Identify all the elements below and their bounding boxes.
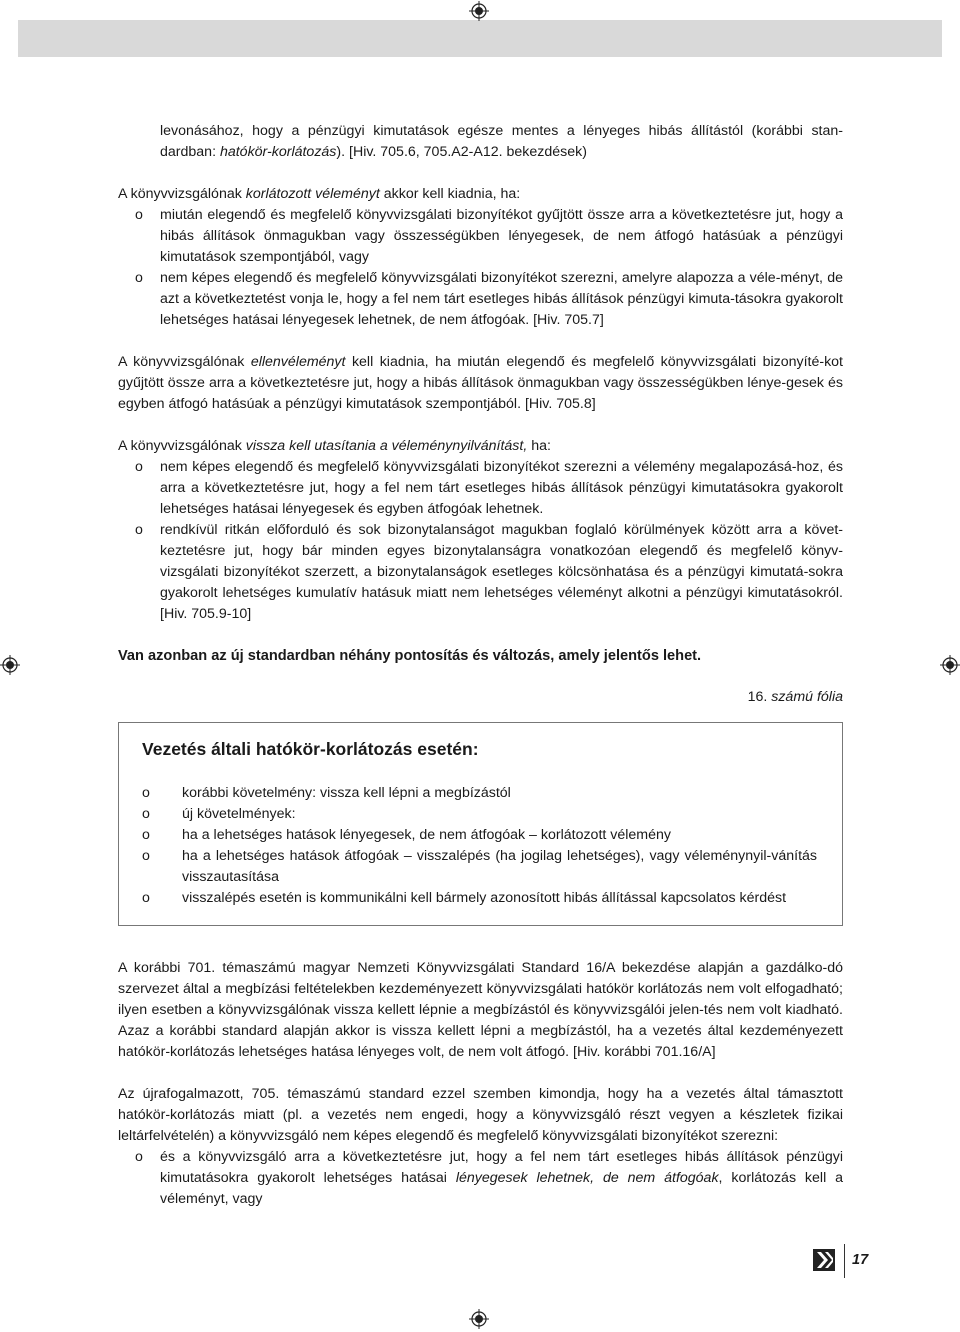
text-run: , korlátozás kell a véleményt, vagy: [160, 1170, 843, 1207]
emphasis-text: lényegesek lehetnek, de nem átfogóak: [455, 1170, 719, 1186]
text-run: A könyvvizsgálónak: [118, 438, 246, 454]
slide-number: 16.: [747, 689, 768, 705]
list-item: o miután elegendő és megfelelő könyvvizsgálati bizonyítékot gyűjtött össze arra a következtetésre jut, hogy a hibás állítások önmagukban vagy összességükben lényegesek, de nem átfogó hatásúak a pénzügyi kimutatások szempontjából, vagy: [118, 205, 843, 268]
page-body: [118, 121, 843, 1210]
text-run: kell kiadnia, ha miután elegendő és megfelelő könyvvizsgálati bizonyíté-kot gyűjtött össze arra a következtetésre jut, hogy a hibás állítások önmagukban vagy összességükben lénye-gesek és egyben átfogó hatásúak a pénzügyi kimutatások szempontjából. [Hiv. 705.8]: [118, 354, 843, 412]
box-title: Vezetés általi hatókör-korlátozás esetén:: [142, 739, 479, 759]
paragraph-continuation: [118, 121, 843, 163]
text-run: A könyvvizsgálónak: [118, 186, 246, 202]
list-item: o visszalépés esetén is kommunikálni kell bármely azonosított hibás állítással kapcsolatos kérdést: [142, 888, 817, 909]
page-number: 17: [852, 1252, 869, 1268]
header-bar: [18, 20, 942, 57]
qualified-opinion-list: [118, 205, 843, 331]
bold-statement: Van azonban az új standardban néhány pontosítás és változás, amely jelentős lehet.: [118, 648, 702, 664]
registration-mark-icon: [469, 1, 489, 21]
disclaimer-list: [118, 457, 843, 625]
previous-standard-paragraph: A korábbi 701. témaszámú magyar Nemzeti Könyvvizsgálati Standard 16/A bekezdése alapján a gazdálko-dó szervezet által a megbízási feltételekben kezdeményezett könyvvizsgálati hatókör korlátozás nem volt elfogadható; ilyen esetben a könyvvizsgálónak vissza kellett lépnie a megbízástól és könyvvizsgálói jelen-tés nem volt kiadható. Azaz a korábbi standard alapján akkor is vissza kellett lépni a megbízástól, ha a vezetés által kezdeményezett hatókör-korlátozás lehetséges hatása lényeges volt, de nem volt átfogó. [Hiv. korábbi 701.16/A]: [118, 960, 843, 1060]
registration-mark-icon: [0, 655, 20, 675]
emphasis-text: korlátozott véleményt: [245, 186, 380, 202]
publisher-logo-icon: [813, 1249, 835, 1271]
list-item: [118, 1147, 843, 1210]
text-run: ). [Hiv. 705.6, 705.A2-A12. bekezdések): [336, 144, 587, 160]
slide-label: számú fólia: [767, 689, 843, 705]
disclaimer-intro: [118, 436, 843, 457]
emphasis-text: hatókör-korlátozás: [219, 144, 337, 160]
list-item: o ha a lehetséges hatások lényegesek, de nem átfogóak – korlátozott vélemény: [142, 825, 817, 846]
text-run: ha:: [527, 438, 551, 454]
list-item: o nem képes elegendő és megfelelő könyvvizsgálati bizonyítékot szerezni a vélemény megalapozásá-hoz, és arra a következtetésre jut, hogy a fel nem tárt esetleges hibás állítások pénzügyi kimutatásokra gyakorolt lehetséges hatásai lényegesek és egyben átfogóak lehetnek.: [118, 457, 843, 520]
info-box: [118, 722, 843, 926]
registration-mark-icon: [469, 1309, 489, 1329]
box-list: [142, 783, 817, 909]
registration-mark-icon: [940, 655, 960, 675]
text-run: levonásához, hogy a pénzügyi kimutatások egésze mentes a lényeges hibás állítástól (korábbi stan-dardban:: [160, 123, 843, 160]
new-standard-intro: Az újrafogalmazott, 705. témaszámú standard ezzel szemben kimondja, hogy ha a vezetés által támasztott hatókör-korlátozás miatt (pl. a vezetés nem engedi, hogy a könyvvizsgáló részt vegyen a készletek fizikai leltárfelvételén) a könyvvizsgáló nem képes elegendő és megfelelő könyvvizsgálati bizonyítékot szerezni:: [118, 1086, 843, 1144]
list-item: o nem képes elegendő és megfelelő könyvvizsgálati bizonyítékot szerezni, amelyre alapozza a véle-ményt, de azt a következtetést vonja le, hogy a fel nem tárt esetleges hibás állítások pénzügyi kimuta-tásokra gyakorolt lehetséges hatásai lényegesek lehetnek, de nem átfogóak. [Hiv. 705.7]: [118, 268, 843, 331]
footer-divider: [844, 1244, 845, 1278]
list-item: o korábbi követelmény: vissza kell lépni a megbízástól: [142, 783, 817, 804]
emphasis-text: vissza kell utasítania a véleménynyilvánítást,: [245, 438, 528, 454]
new-standard-list: [118, 1147, 843, 1210]
text-run: és a könyvvizsgáló arra a következtetésre jut, hogy a fel nem tárt esetleges hibás állítások pénzügyi kimutatásokra gyakorolt lehetséges hatásai: [160, 1149, 843, 1186]
text-run: akkor kell kiadnia, ha:: [379, 186, 521, 202]
qualified-opinion-intro: [118, 184, 843, 205]
text-run: A könyvvizsgálónak: [118, 354, 251, 370]
list-item: o ha a lehetséges hatások átfogóak – visszalépés (ha jogilag lehetséges), vagy véleménynyil-vánítás visszautasítása: [142, 846, 817, 888]
list-item: o rendkívül ritkán előforduló és sok bizonytalanságot magukban foglaló körülmények között arra a követ-keztetésre jut, hogy bár minden egyes bizonytalanságra vonatkozóan elegendő és megfelelő könyv-vizsgálati bizonyítékot szerzett, a bizonytalanságok esetleges kölcsönhatása és a pénzügyi kimutatá-sokra gyakorolt lehetséges kumulatív hatásuk miatt nem lehetséges véleményt alkotni a pénzügyi kimutatásokról. [Hiv. 705.9-10]: [118, 520, 843, 625]
emphasis-text: ellenvéleményt: [250, 354, 346, 370]
adverse-opinion-paragraph: [118, 352, 843, 415]
list-item: o új követelmények:: [142, 804, 817, 825]
slide-reference: [118, 687, 843, 708]
